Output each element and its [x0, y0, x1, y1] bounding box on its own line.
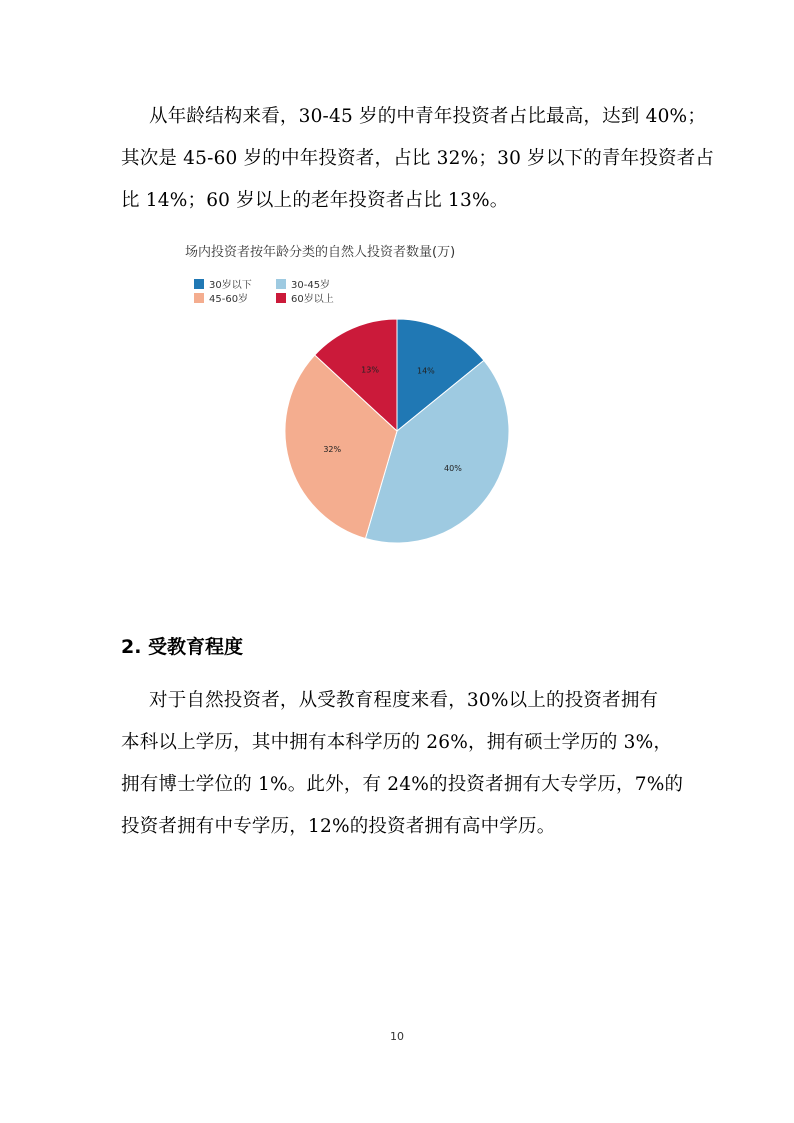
legend-label: 60岁以上: [291, 294, 334, 305]
paragraph-line: 其次是 45-60 岁的中年投资者，占比 32%；30 岁以下的青年投资者占: [121, 148, 715, 169]
legend-swatch: [276, 279, 286, 289]
legend-label: 30岁以下: [209, 280, 252, 291]
page-number: 10: [390, 1030, 404, 1043]
paragraph-education: [121, 680, 684, 848]
chart-legend: [194, 278, 334, 305]
pie-slice-label: 40%: [444, 464, 462, 474]
paragraph-line: 对于自然投资者，从受教育程度来看，30%以上的投资者拥有: [149, 690, 659, 711]
pie-slice-label: 14%: [416, 366, 435, 376]
pie-slice-label: 32%: [323, 444, 342, 454]
paragraph-age-structure: [121, 96, 715, 222]
age-pie-chart: [170, 236, 570, 556]
paragraph-line: 比 14%；60 岁以上的老年投资者占比 13%。: [121, 190, 509, 211]
chart-title: 场内投资者按年龄分类的自然人投资者数量(万): [185, 245, 456, 260]
paragraph-line: 从年龄结构来看，30-45 岁的中青年投资者占比最高，达到 40%；: [149, 106, 707, 127]
legend-swatch: [194, 293, 204, 303]
pie-slice-label: 13%: [361, 365, 379, 375]
legend-label: 45-60岁: [209, 294, 249, 305]
paragraph-line: 本科以上学历，其中拥有本科学历的 26%，拥有硕士学历的 3%，: [121, 732, 673, 753]
paragraph-line: 投资者拥有中专学历，12%的投资者拥有高中学历。: [121, 816, 556, 837]
pie-slices: [285, 319, 509, 543]
section-heading-education: 2. 受教育程度: [121, 636, 244, 658]
legend-label: 30-45岁: [291, 280, 331, 291]
chart-canvas: [170, 236, 570, 556]
legend-swatch: [194, 279, 204, 289]
paragraph-line: 拥有博士学位的 1%。此外，有 24%的投资者拥有大专学历，7%的: [121, 774, 684, 795]
legend-swatch: [276, 293, 286, 303]
